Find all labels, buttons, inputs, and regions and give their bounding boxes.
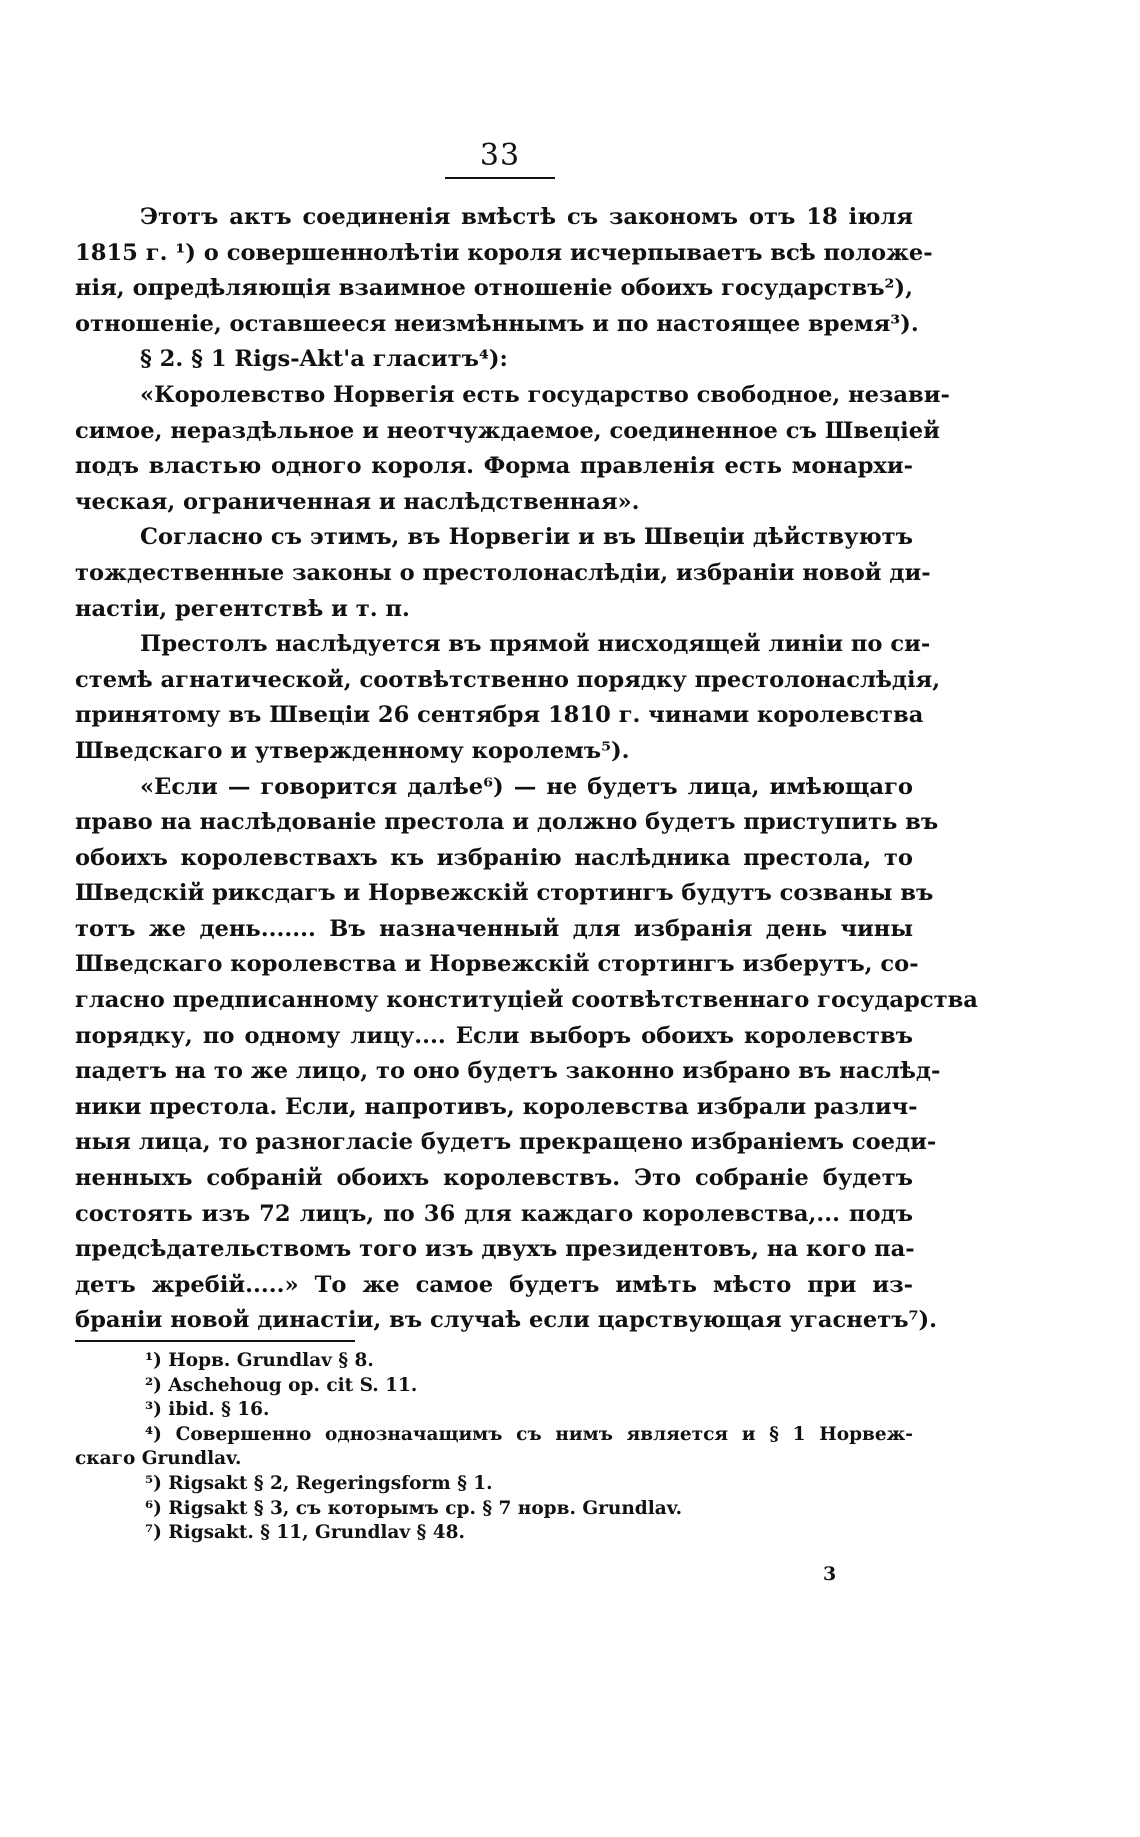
text-line: ники престола. Если, напротивъ, королевства избрали различ- — [75, 1093, 918, 1120]
text-line: Согласно съ этимъ, въ Норвегіи и въ Швеціи дѣйствуютъ — [140, 524, 913, 551]
footnote: ⁷) Rigsakt. § 11, Grundlav § 48. — [145, 1522, 465, 1544]
text-line: Этотъ актъ соединенія вмѣстѣ съ закономъ отъ 18 іюля — [140, 204, 913, 230]
footnote: ⁵) Rigsakt § 2, Regeringsform § 1. — [145, 1472, 493, 1494]
text-line: отношеніе, оставшееся неизмѣннымъ и по настоящее время³). — [75, 310, 919, 337]
text-line: «Королевство Норвегія есть государство свободное, незави- — [140, 381, 950, 408]
text-line: настіи, регентствѣ и т. п. — [75, 595, 410, 622]
footnote-continuation: скаго Grundlav. — [75, 1448, 242, 1470]
footnote: ²) Aschehoug op. cit S. 11. — [145, 1374, 418, 1396]
text-line: Шведскаго и утвержденному королемъ⁵). — [75, 737, 630, 764]
text-line: детъ жребій.....» То же самое будетъ имѣть мѣсто при из- — [75, 1271, 913, 1298]
page-number: 33 — [479, 138, 521, 173]
text-line: 1815 г. ¹) о совершеннолѣтіи короля исчерпываетъ всѣ положе- — [75, 239, 933, 266]
text-line: симое, нераздѣльное и неотчуждаемое, соединенное съ Швеціей — [75, 417, 940, 444]
text-line: Шведскій риксдагъ и Норвежскій стортингъ будутъ созваны въ — [75, 880, 934, 907]
text-line: порядку, по одному лицу.... Если выборъ обоихъ королевствъ — [75, 1022, 913, 1049]
text-line: тотъ же день....... Въ назначенный для избранія день чины — [75, 915, 913, 942]
footnote: ¹) Норв. Grundlav § 8. — [145, 1350, 374, 1371]
text-line: право на наслѣдованіе престола и должно будетъ приступить въ — [75, 809, 939, 836]
text-line: падетъ на то же лицо, то оно будетъ законно избрано въ наслѣд- — [75, 1058, 941, 1085]
footnote: ³) ibid. § 16. — [145, 1399, 270, 1421]
text-line: гласно предписанному конституціей соотвѣтственнаго государства — [75, 987, 978, 1014]
text-line: Престолъ наслѣдуется въ прямой нисходящей линіи по си- — [140, 631, 931, 658]
text-line: ненныхъ собраній обоихъ королевствъ. Это собраніе будетъ — [75, 1165, 913, 1192]
text-line: предсѣдательствомъ того изъ двухъ президентовъ, на кого па- — [75, 1236, 915, 1263]
text-line: состоять изъ 72 лицъ, по 36 для каждаго королевства,... подъ — [75, 1200, 913, 1227]
signature-mark: 3 — [823, 1563, 837, 1585]
page-number-rule — [445, 177, 555, 179]
footnote: ⁴) Совершенно однозначащимъ съ нимъ является и § 1 Норвеж- — [145, 1423, 913, 1445]
text-line: ческая, ограниченная и наслѣдственная». — [75, 488, 640, 515]
section-heading: § 2. § 1 Rigs-Akt'a гласитъ⁴): — [140, 346, 508, 373]
text-line: нія, опредѣляющія взаимное отношеніе обоихъ государствъ²), — [75, 275, 913, 302]
text-line: подъ властью одного короля. Форма правленія есть монархи- — [75, 453, 913, 480]
body-text — [75, 200, 978, 1339]
text-line: ныя лица, то разногласіе будетъ прекращено избраніемъ соеди- — [75, 1129, 937, 1156]
text-line: обоихъ королевствахъ къ избранію наслѣдника престола, то — [75, 844, 913, 871]
text-line: принятому въ Швеціи 26 сентября 1810 г. чинами королевства — [75, 702, 924, 729]
text-line: «Если — говорится далѣе⁶) — не будетъ лица, имѣющаго — [140, 773, 913, 800]
footnotes — [75, 1349, 913, 1546]
footnote-rule — [75, 1340, 355, 1342]
footnote: ⁶) Rigsakt § 3, съ которымъ ср. § 7 норв. Grundlav. — [145, 1497, 683, 1519]
text-line: стемѣ агнатической, соотвѣтственно порядку престолонаслѣдія, — [75, 666, 941, 693]
text-line: браніи новой династіи, въ случаѣ если царствующая угаснетъ⁷). — [75, 1307, 937, 1334]
text-line: Шведскаго королевства и Норвежскій стортингъ изберутъ, со- — [75, 951, 919, 978]
text-line: тождественные законы о престолонаслѣдіи, избраніи новой ди- — [75, 559, 931, 586]
